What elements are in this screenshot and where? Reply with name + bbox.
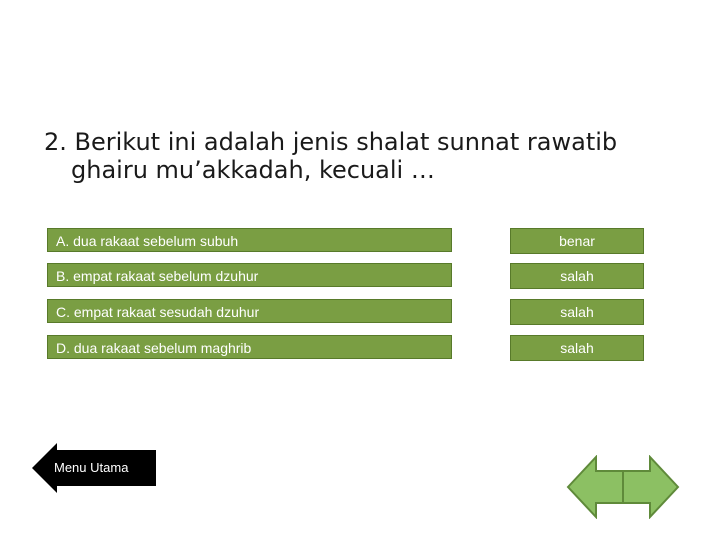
answer-d[interactable]: salah	[510, 335, 644, 361]
answer-a[interactable]: benar	[510, 228, 644, 254]
answer-c[interactable]: salah	[510, 299, 644, 325]
menu-utama-button[interactable]	[32, 443, 156, 493]
answer-b[interactable]: salah	[510, 263, 644, 289]
option-d[interactable]: D. dua rakaat sebelum maghrib	[47, 335, 452, 359]
option-row-b	[0, 263, 720, 289]
option-row-c	[0, 299, 720, 325]
option-c[interactable]: C. empat rakaat sesudah dzuhur	[47, 299, 452, 323]
option-b[interactable]: B. empat rakaat sebelum dzuhur	[47, 263, 452, 287]
question-text	[44, 128, 664, 184]
next-arrow-icon[interactable]	[623, 457, 678, 517]
question-line-1: 2. Berikut ini adalah jenis shalat sunnat rawatib	[44, 128, 618, 156]
option-row-d	[0, 335, 720, 361]
prev-arrow-icon[interactable]	[568, 457, 623, 517]
option-row-a	[0, 228, 720, 254]
menu-utama-label: Menu Utama	[54, 459, 156, 477]
option-a[interactable]: A. dua rakaat sebelum subuh	[47, 228, 452, 252]
navigation-arrows	[566, 455, 680, 519]
question-line-2: ghairu mu’akkadah, kecuali …	[71, 156, 435, 184]
